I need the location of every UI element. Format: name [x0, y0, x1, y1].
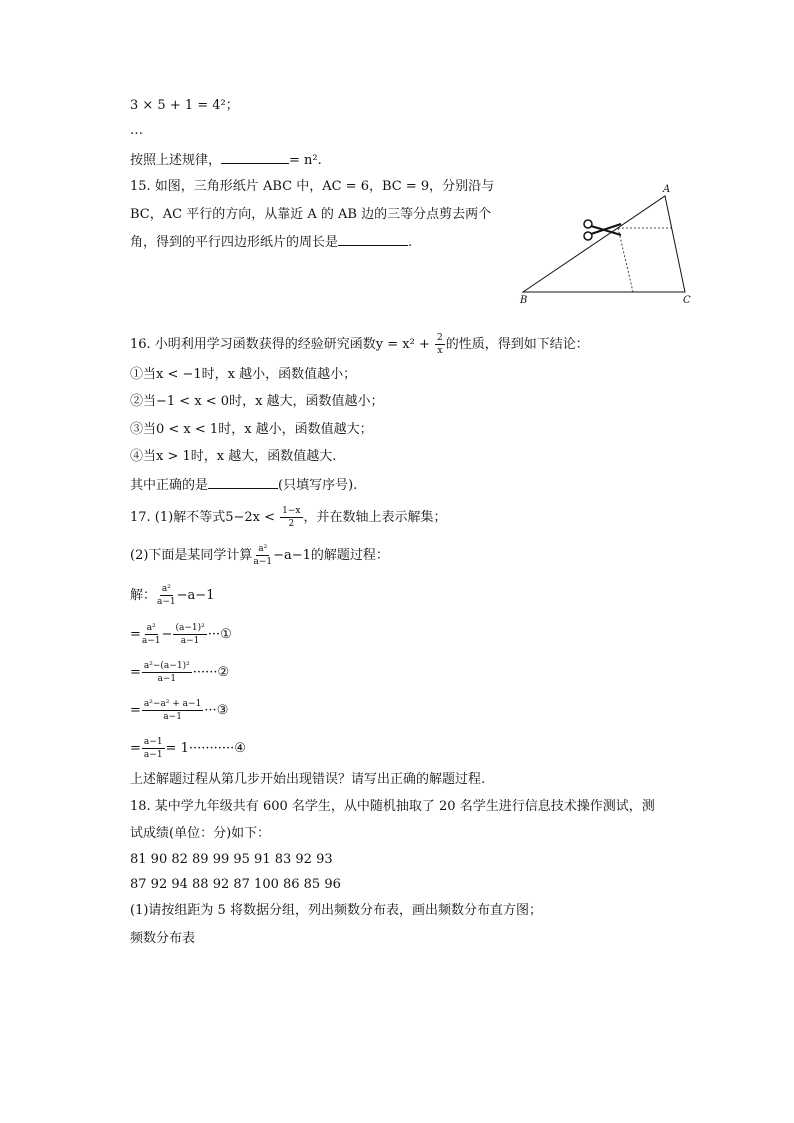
step-tail: = 1···········④: [165, 741, 246, 756]
q15-text: 角，得到的平行四边形纸片的周长是: [130, 235, 339, 250]
fraction: [142, 737, 165, 760]
conclusion-2: ②当−1 < x < 0时，x 越大，函数值越小；: [130, 394, 384, 409]
solution-label: 解：: [130, 588, 157, 603]
fraction: [157, 584, 176, 607]
minus: −: [161, 627, 173, 642]
answer-label: 其中正确的是: [130, 478, 209, 493]
q17-part2: [130, 544, 389, 567]
q16-tail: 的性质，得到如下结论：: [445, 337, 589, 352]
answer-blank: [338, 233, 408, 246]
equals: =: [130, 665, 141, 680]
fraction: [253, 544, 272, 567]
q17-tail: ，并在数轴上表示解集；: [303, 510, 447, 525]
q15-line1: 15. 如图，三角形纸片 ABC 中，AC = 6，BC = 9，分别沿与: [130, 179, 495, 194]
denominator: a−1: [143, 750, 163, 760]
q18-line2: 试成绩(单位：分)如下：: [130, 826, 271, 841]
numerator: a²−(a−1)²: [143, 661, 190, 671]
vertex-label-b: B: [520, 295, 528, 306]
q17-2-text: (2)下面是某同学计算: [130, 548, 253, 563]
solution-step-4: [130, 737, 246, 760]
equals: =: [130, 627, 141, 642]
fraction: [142, 623, 161, 646]
q18-part1: (1)请按组距为 5 将数据分组，列出频数分布表，画出频数分布直方图；: [130, 903, 542, 918]
denominator: x: [437, 346, 443, 356]
denominator: a−1: [253, 557, 273, 567]
equals: =: [130, 703, 141, 718]
line-3x5: 3 × 5 + 1 = 4²；: [130, 98, 239, 113]
numerator: (a−1)²: [175, 623, 205, 633]
denominator: a−1: [163, 712, 182, 722]
q16-answer: [130, 476, 357, 495]
data-row-1: 81 90 82 89 99 95 91 83 92 93: [130, 852, 333, 867]
solution-step-3: [130, 699, 228, 722]
numerator: a²: [146, 623, 156, 633]
vertex-label-a: A: [663, 184, 671, 195]
solution-step-1: [130, 623, 232, 646]
denominator: 2: [288, 519, 295, 529]
answer-blank: [208, 476, 278, 489]
q15-line3: [130, 233, 412, 252]
table-caption: 频数分布表: [130, 931, 196, 946]
numerator: a−1: [143, 737, 163, 747]
step-tail: ······②: [192, 665, 230, 680]
fraction: [142, 661, 192, 684]
rule-text: 按照上述规律，: [130, 153, 222, 168]
triangle-figure: [505, 180, 705, 310]
solution-question: 上述解题过程从第几步开始出现错误？请写出正确的解题过程.: [130, 772, 486, 787]
fraction: [173, 623, 206, 646]
conclusion-1: ①当x < −1时，x 越小，函数值越小；: [130, 367, 357, 382]
data-row-2: 87 92 94 88 92 87 100 86 85 96: [130, 877, 341, 892]
q18-line1: 18. 某中学九年级共有 600 名学生，从中随机抽取了 20 名学生进行信息技术操作测试，测: [130, 799, 655, 814]
numerator: 1−x: [282, 506, 301, 516]
line-rule: [130, 151, 322, 170]
denominator: a−1: [157, 674, 177, 684]
fraction: [280, 506, 302, 529]
q15-tail: .: [408, 235, 413, 250]
q17-text: 17. (1)解不等式5−2x <: [130, 510, 280, 525]
q17-part1: [130, 506, 447, 529]
step-tail: ···③: [204, 703, 229, 718]
fraction: [435, 333, 445, 356]
answer-note: (只填写序号).: [278, 478, 358, 493]
numerator: a²: [258, 544, 268, 554]
denominator: a−1: [141, 636, 161, 646]
solution-step-0: [130, 584, 214, 607]
step-tail: ···①: [207, 627, 232, 642]
rule-tail: = n².: [289, 153, 322, 168]
triangle-abc: [523, 196, 685, 292]
denominator: a−1: [157, 597, 176, 607]
solution-step-2: [130, 661, 229, 684]
numerator: a²: [161, 584, 171, 594]
fraction: [142, 699, 203, 722]
step-tail: −a−1: [176, 588, 215, 603]
answer-blank: [221, 151, 289, 164]
q15-line2: BC，AC 平行的方向，从靠近 A 的 AB 边的三等分点剪去两个: [130, 207, 492, 222]
numerator: a²−a² + a−1: [143, 699, 202, 709]
q16-line: [130, 333, 589, 356]
cut-line-2: [618, 228, 633, 292]
numerator: 2: [437, 333, 443, 343]
line-ellipsis: …: [130, 123, 143, 138]
denominator: a−1: [180, 636, 200, 646]
equals: =: [130, 741, 141, 756]
q17-2-tail: −a−1的解题过程：: [273, 548, 389, 563]
vertex-label-c: C: [683, 295, 691, 306]
q16-text: 16. 小明利用学习函数获得的经验研究函数y = x² +: [130, 337, 435, 352]
conclusion-4: ④当x > 1时，x 越大，函数值越大.: [130, 449, 337, 464]
conclusion-3: ③当0 < x < 1时，x 越小，函数值越大；: [130, 422, 373, 437]
